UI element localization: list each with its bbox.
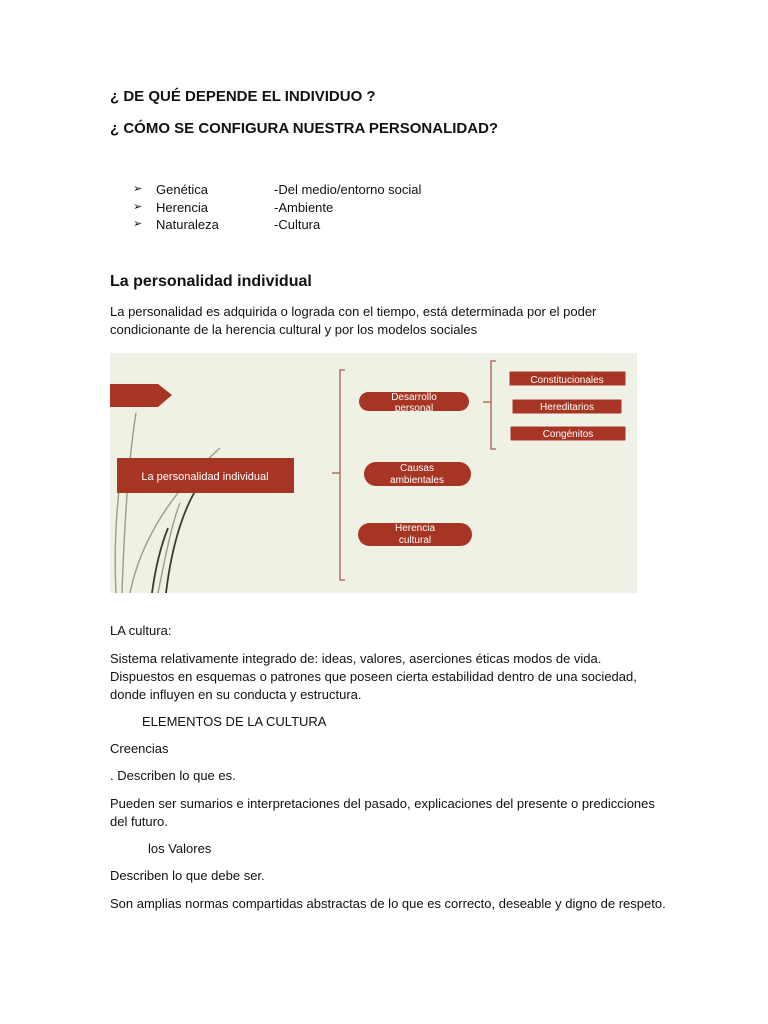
creencias-heading: Creencias [110, 741, 169, 756]
paragraph-line: Son amplias normas compartidas abstractas de lo que es correcto, deseable y digno de respeto. [110, 896, 666, 911]
paragraph-line: . Describen lo que es. [110, 768, 236, 783]
root-node-label: La personalidad individual [141, 471, 269, 483]
branch-node-label: cultural [398, 535, 432, 546]
branch-node-label: ambientales [390, 475, 444, 486]
paragraph-line: Pueden ser sumarios e interpretaciones del pasado, explicaciones del presente o predicciones [110, 796, 655, 811]
paragraph-line: Dispuestos en esquemas o patrones que poseen cierta estabilidad dentro de una sociedad, [110, 669, 637, 684]
list-item-right: -Del medio/entorno social [274, 182, 422, 197]
branch-node-label: personal [394, 403, 434, 414]
arrow-bullet-icon: ➢ [133, 183, 143, 195]
sub-node-label: Hereditarios [540, 402, 594, 413]
branch-node-label: Herencia [394, 523, 436, 534]
sub-node-label: Constitucionales [530, 375, 604, 386]
question-personality: ¿ CÓMO SE CONFIGURA NUESTRA PERSONALIDAD? [110, 120, 499, 137]
paragraph-line: del futuro. [110, 814, 168, 829]
arrow-bullet-icon: ➢ [133, 201, 143, 213]
branch-node-label: Causas [400, 463, 434, 474]
list-item-left: Genética [156, 182, 209, 197]
personality-diagram [110, 353, 637, 593]
paragraph-line: donde influyen en su conducta y estructura. [110, 687, 362, 702]
list-item-left: Herencia [156, 200, 209, 215]
paragraph-line: Sistema relativamente integrado de: ideas, valores, aserciones éticas modos de vida. [110, 651, 602, 666]
sub-node-label: Congénitos [542, 429, 594, 440]
branch-node-label: Desarrollo [391, 392, 437, 403]
list-item-right: -Ambiente [274, 200, 334, 215]
arrow-bullet-icon: ➢ [133, 218, 143, 230]
elements-heading: ELEMENTOS DE LA CULTURA [142, 714, 327, 729]
section-title: La personalidad individual [110, 273, 312, 290]
paragraph-line: Describen lo que debe ser. [110, 868, 265, 883]
paragraph-line: condicionante de la herencia cultural y por los modelos sociales [110, 322, 478, 337]
paragraph-line: La personalidad es adquirida o lograda con el tiempo, está determinada por el poder [110, 304, 597, 319]
list-item-left: Naturaleza [156, 217, 219, 232]
culture-heading: LA cultura: [110, 623, 172, 638]
valores-heading: los Valores [148, 841, 212, 856]
question-individual: ¿ DE QUÉ DEPENDE EL INDIVIDUO ? [110, 88, 376, 105]
list-item-right: -Cultura [274, 217, 321, 232]
